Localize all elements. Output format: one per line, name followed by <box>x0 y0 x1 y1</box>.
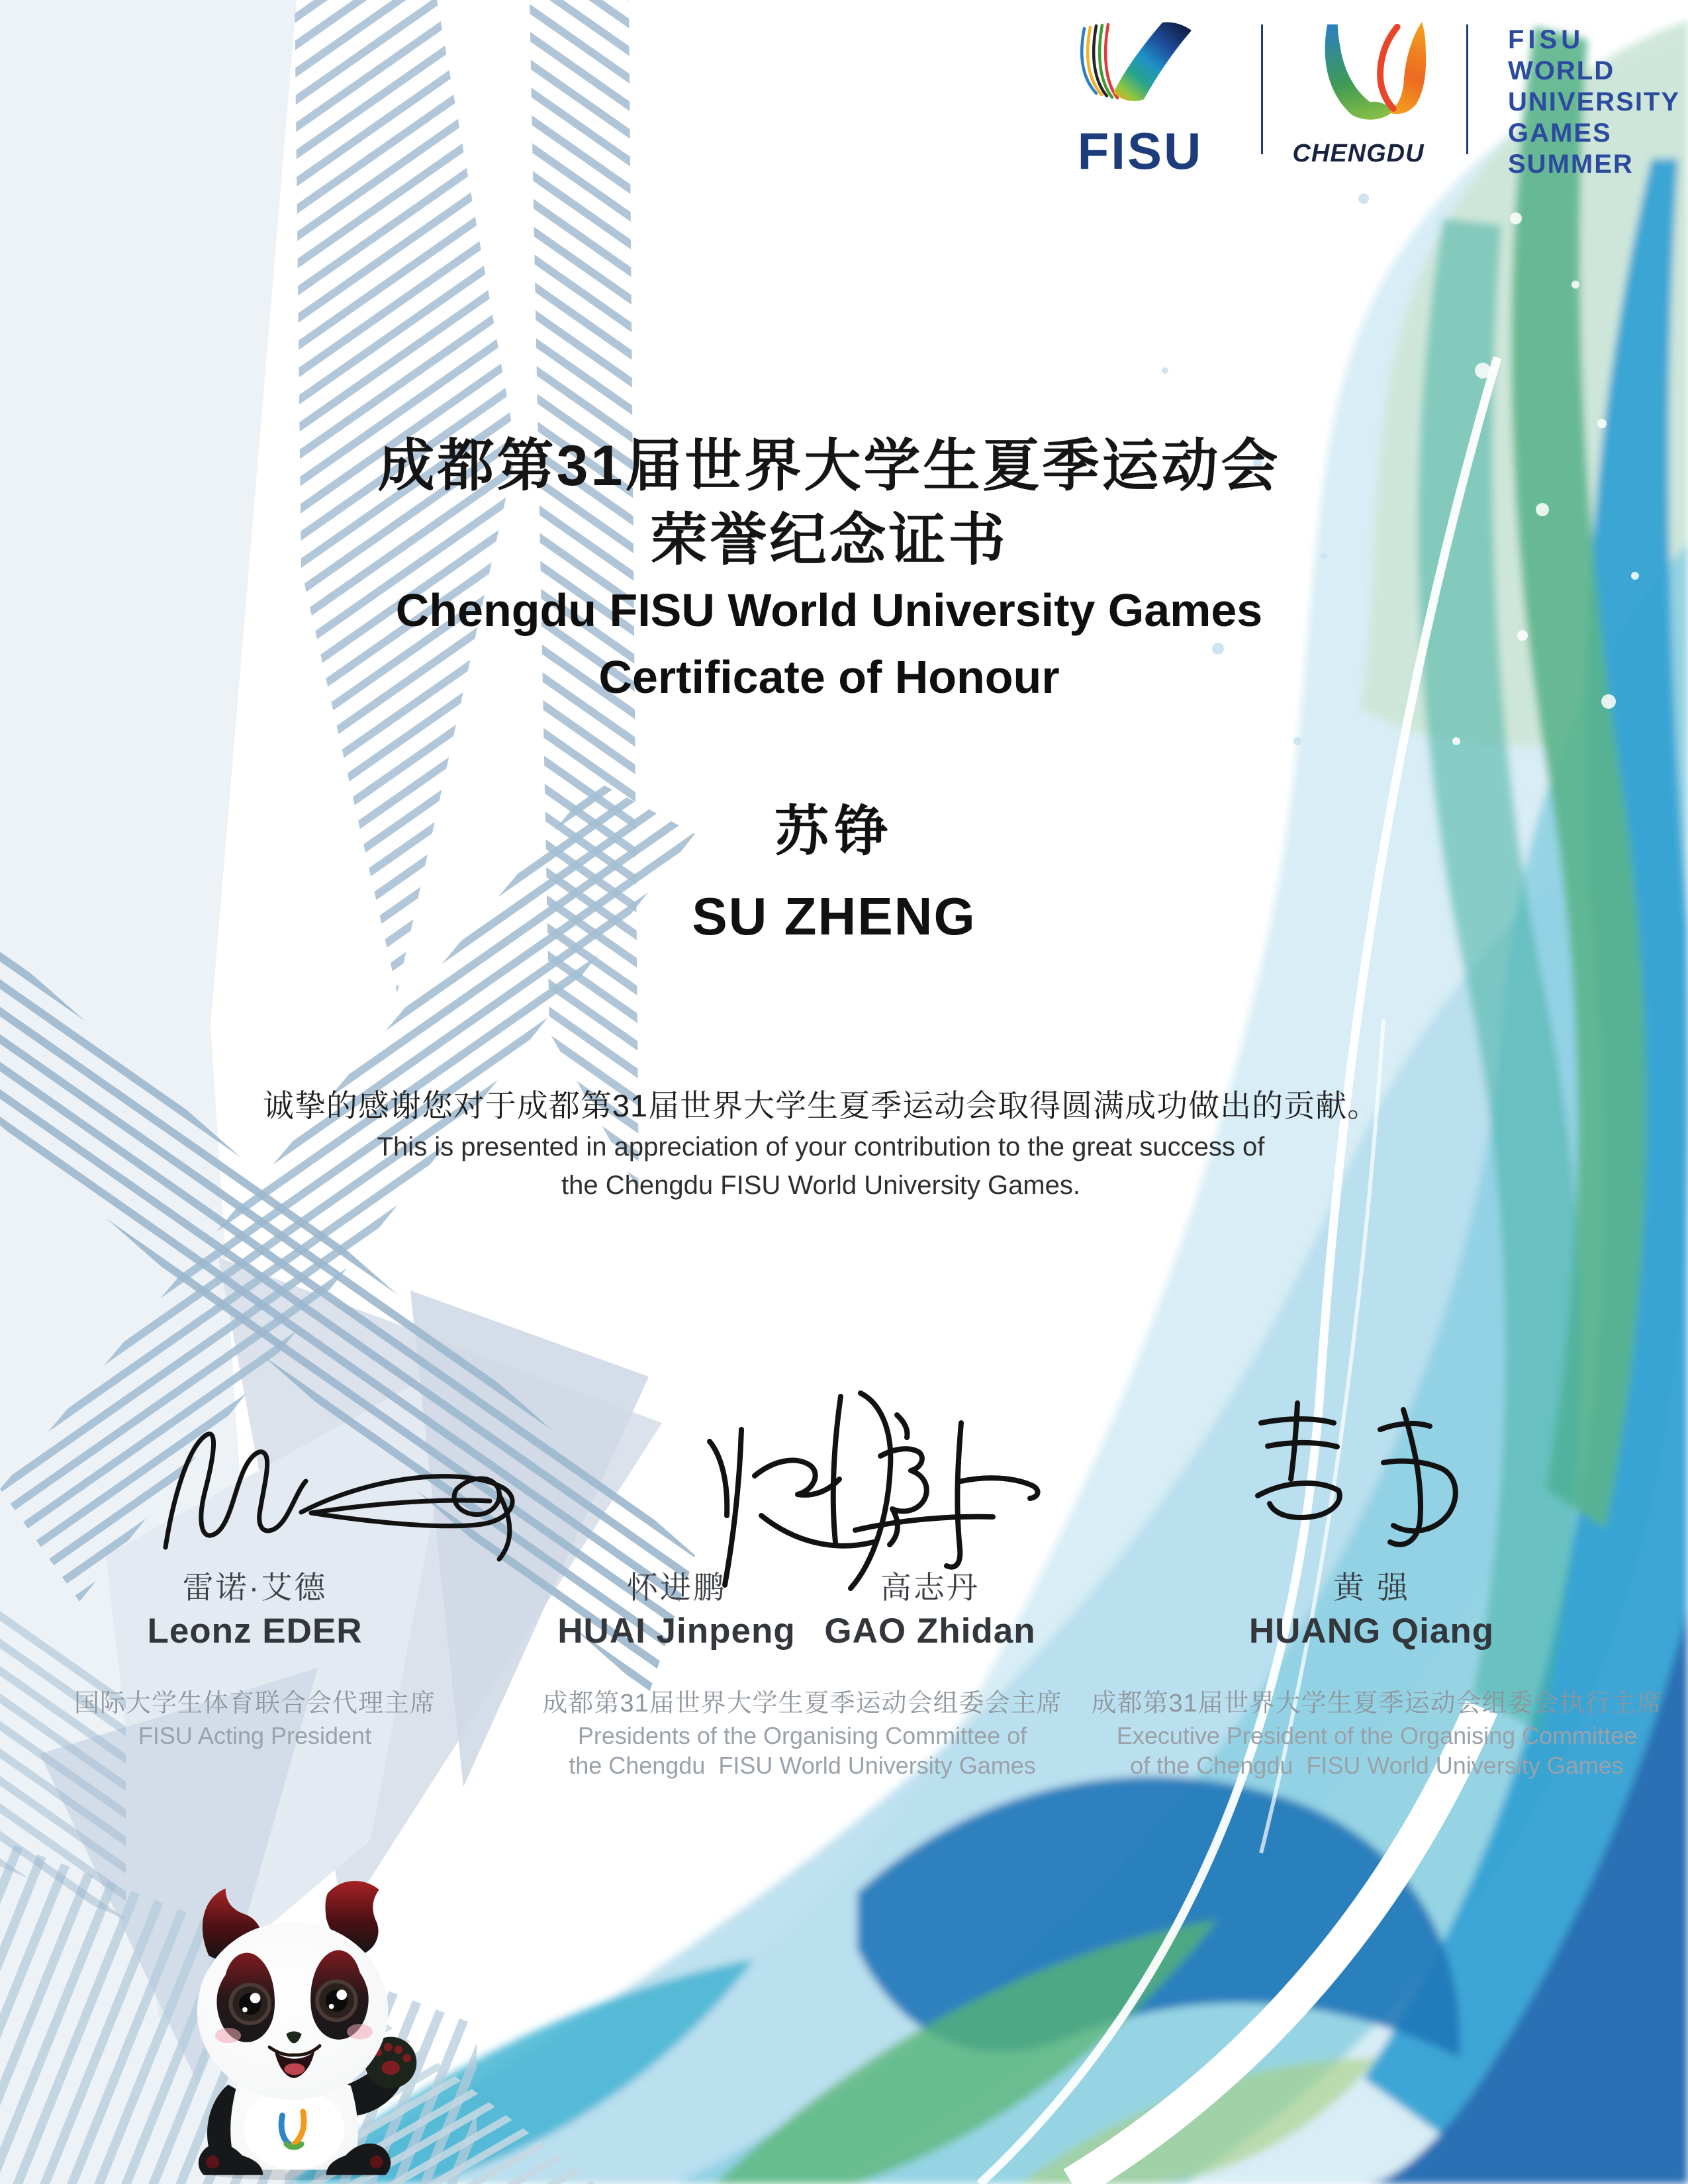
recipient-name-zh: 苏铮 <box>774 801 894 862</box>
chengdu-wordmark: CHENGDU <box>1292 140 1425 167</box>
title-huang-zh: 成都第31届世界大学生夏季运动会组委会执行主席 <box>1091 1690 1663 1717</box>
logo-lockup <box>1053 17 1681 208</box>
signature-huang-qiang <box>1258 1403 1456 1545</box>
title-joint-en-line1: Presidents of the Organising Committee of <box>577 1722 1027 1749</box>
title-zh-line1: 成都第31届世界大学生夏季运动会 <box>377 434 1281 498</box>
recipient-name <box>0 793 1668 962</box>
recipient-name-en: SU ZHENG <box>692 887 976 946</box>
appreciation-zh: 诚挚的感谢您对于成都第31届世界大学生夏季运动会取得圆满成功做出的贡献。 <box>262 1088 1380 1123</box>
title-joint-zh: 成都第31届世界大学生夏季运动会组委会主席 <box>542 1690 1062 1717</box>
program-line-world: WORLD <box>1508 56 1615 85</box>
appreciation-en-line2: the Chengdu FISU World University Games. <box>561 1171 1080 1200</box>
signature-gao-zhidan <box>855 1415 1038 1567</box>
fisu-logo-icon <box>1062 21 1205 117</box>
title-huang-en-line1: Executive President of the Organising Committee <box>1116 1722 1638 1749</box>
signer-huai <box>557 1567 795 1655</box>
signer-huai-name-en: HUAI Jinpeng <box>557 1612 796 1651</box>
signer-huang-name-en: HUANG Qiang <box>1248 1612 1495 1651</box>
signature-huai-jinpeng <box>710 1393 890 1588</box>
program-line-fisu: FISU <box>1508 25 1585 54</box>
fisu-wordmark: FISU <box>1077 122 1203 180</box>
appreciation-text <box>0 1084 1642 1205</box>
certificate-title <box>0 429 1658 711</box>
title-eder <box>74 1686 436 1751</box>
logo-divider <box>1261 24 1263 154</box>
signature-leonz-eder <box>165 1434 512 1559</box>
signer-eder-name-zh: 雷诺·艾德 <box>182 1570 328 1605</box>
signer-huai-name-zh: 怀进鹏 <box>626 1570 726 1605</box>
program-line-summer: SUMMER <box>1508 150 1634 179</box>
title-en-line2: Certificate of Honour <box>598 651 1060 703</box>
signer-eder-name-en: Leonz EDER <box>147 1612 363 1651</box>
title-eder-en: FISU Acting President <box>138 1722 372 1749</box>
signer-gao-name-zh: 高志丹 <box>880 1570 980 1605</box>
title-eder-zh: 国际大学生体育联合会代理主席 <box>73 1690 436 1717</box>
logo-divider <box>1466 24 1468 154</box>
panda-mascot <box>164 1872 426 2181</box>
title-zh-line2: 荣誉纪念证书 <box>650 508 1008 572</box>
appreciation-en-line1: This is presented in appreciation of your contribution to the great success of <box>377 1132 1265 1161</box>
signer-huang-name-zh: 黄 强 <box>1333 1570 1411 1605</box>
title-executive-president <box>1091 1686 1662 1780</box>
signer-gao-name-en: GAO Zhidan <box>824 1612 1036 1651</box>
signer-eder <box>147 1567 362 1655</box>
signer-gao <box>824 1567 1035 1655</box>
chengdu-logo-icon <box>1289 21 1432 137</box>
signer-huang <box>1249 1567 1494 1655</box>
title-joint-en-line2: the Chengdu FISU World University Games <box>569 1752 1036 1779</box>
title-huang-en-line2: of the Chengdu FISU World University Games <box>1130 1752 1624 1779</box>
title-organising-presidents <box>542 1686 1062 1780</box>
title-en-line1: Chengdu FISU World University Games <box>395 584 1263 636</box>
program-line-games: GAMES <box>1508 118 1612 148</box>
program-line-university: UNIVERSITY <box>1508 87 1681 116</box>
program-wordmark <box>1508 24 1680 180</box>
